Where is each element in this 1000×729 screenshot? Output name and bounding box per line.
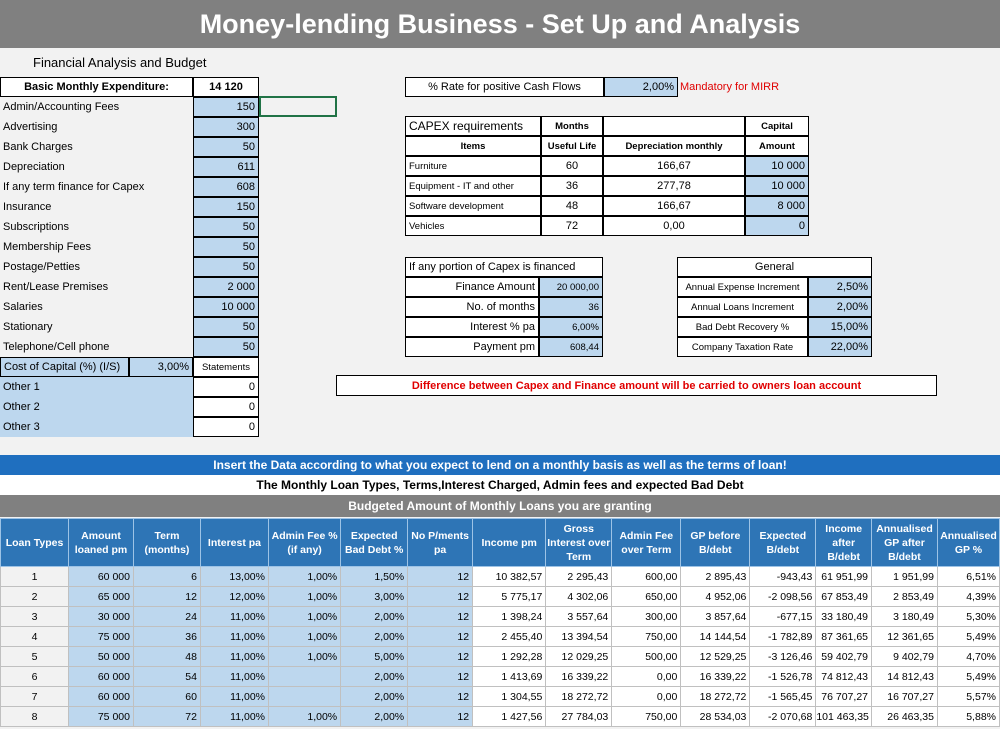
loans-col-header: Income pm [473, 519, 546, 567]
expense-input[interactable]: 611 [193, 157, 259, 177]
loan-cell: -1 526,78 [750, 667, 816, 687]
section-subtitle: Financial Analysis and Budget [33, 55, 207, 70]
loan-cell[interactable]: 2,00% [341, 707, 408, 727]
loan-cell: 61 951,99 [816, 567, 872, 587]
loan-cell[interactable]: 60 000 [69, 667, 134, 687]
loan-cell: 0,00 [612, 687, 681, 707]
loan-cell: 12 361,65 [872, 627, 938, 647]
capex-months-input[interactable]: 36 [541, 176, 603, 196]
capex-col-amount: Amount [745, 136, 809, 156]
expense-label: Admin/Accounting Fees [3, 101, 120, 113]
expense-label: Subscriptions [3, 221, 70, 233]
loan-cell: 1 951,99 [872, 567, 938, 587]
loan-cell: 750,00 [612, 707, 681, 727]
loan-cell[interactable]: 1,00% [269, 567, 341, 587]
loan-row [1, 627, 1000, 647]
loans-col-header: Gross Interest over Term [546, 519, 612, 567]
selected-cell-cursor[interactable] [259, 96, 337, 117]
loan-cell: 4,39% [937, 587, 999, 607]
finance-label: Interest % pa [405, 317, 539, 337]
capex-col-depreciation: Depreciation monthly [603, 136, 745, 156]
loan-cell: 1 427,56 [473, 707, 546, 727]
expense-input[interactable]: 50 [193, 137, 259, 157]
capex-amount-input[interactable]: 0 [745, 216, 809, 236]
loan-cell[interactable] [269, 667, 341, 687]
expense-label: Advertising [3, 121, 58, 133]
loan-cell: 1 398,24 [473, 607, 546, 627]
loan-cell[interactable]: 30 000 [69, 607, 134, 627]
loans-col-header: Admin Fee over Term [612, 519, 681, 567]
loans-col-header: Expected B/debt [750, 519, 816, 567]
loan-cell: -677,15 [750, 607, 816, 627]
loans-table [0, 518, 1000, 727]
loan-cell[interactable]: 12 [408, 627, 473, 647]
capex-amount-input[interactable]: 10 000 [745, 176, 809, 196]
loan-cell: 76 707,27 [816, 687, 872, 707]
loan-cell: 14 144,54 [681, 627, 750, 647]
other-expense-input[interactable]: 0 [193, 397, 259, 417]
loan-cell: 87 361,65 [816, 627, 872, 647]
loan-cell: 4 302,06 [546, 587, 612, 607]
expense-label: Membership Fees [3, 241, 92, 253]
budgeted-loans-banner: Budgeted Amount of Monthly Loans you are granting [0, 495, 1000, 517]
loan-cell: -2 098,56 [750, 587, 816, 607]
loans-col-header: No P/ments pa [408, 519, 473, 567]
other-expense-label[interactable]: Other 1 [0, 377, 193, 397]
expenses-header-label: Basic Monthly Expenditure: [0, 77, 193, 97]
loan-cell[interactable]: 2,00% [341, 627, 408, 647]
general-input[interactable]: 15,00% [808, 317, 872, 337]
expense-input[interactable]: 50 [193, 317, 259, 337]
other-expense-input[interactable]: 0 [193, 417, 259, 437]
loans-col-header: Annualised GP % [937, 519, 999, 567]
loan-cell: 5,30% [937, 607, 999, 627]
expense-input[interactable]: 10 000 [193, 297, 259, 317]
loan-cell: 5 775,17 [473, 587, 546, 607]
loan-cell: 28 534,03 [681, 707, 750, 727]
loan-row [1, 587, 1000, 607]
loans-col-header: Admin Fee % (if any) [269, 519, 341, 567]
loans-col-header: Annualised GP after B/debt [872, 519, 938, 567]
loan-cell: 12 029,25 [546, 647, 612, 667]
expense-label: Rent/Lease Premises [3, 281, 109, 293]
loan-cell[interactable]: 12,00% [200, 587, 268, 607]
loan-cell[interactable]: 12 [408, 587, 473, 607]
capex-col-useful-life: Useful Life [541, 136, 603, 156]
loan-cell: 16 707,27 [872, 687, 938, 707]
loans-col-header: Interest pa [200, 519, 268, 567]
loan-cell: 101 463,35 [816, 707, 872, 727]
loan-row [1, 607, 1000, 627]
loan-cell: -1 565,45 [750, 687, 816, 707]
finance-input[interactable]: 6,00% [539, 317, 603, 337]
loan-cell[interactable]: 50 000 [69, 647, 134, 667]
loan-cell: 12 529,25 [681, 647, 750, 667]
loan-cell: 1 304,55 [473, 687, 546, 707]
capex-item: Furniture [405, 156, 541, 176]
expense-input[interactable]: 50 [193, 337, 259, 357]
general-label: Company Taxation Rate [677, 337, 808, 357]
other-expense-label[interactable]: Other 3 [0, 417, 193, 437]
loan-row [1, 647, 1000, 667]
expense-input[interactable]: 50 [193, 237, 259, 257]
loan-cell[interactable]: 54 [133, 667, 200, 687]
capex-item: Equipment - IT and other [405, 176, 541, 196]
loan-cell[interactable]: 11,00% [200, 687, 268, 707]
loan-cell: -943,43 [750, 567, 816, 587]
loan-cell[interactable]: 60 000 [69, 567, 134, 587]
rate-note: Mandatory for MIRR [680, 81, 780, 93]
loan-cell[interactable]: 1,00% [269, 607, 341, 627]
loans-col-header: Loan Types [1, 519, 69, 567]
rate-input[interactable]: 2,00% [604, 77, 678, 97]
sheet-title: Money-lending Business - Set Up and Analysis [0, 0, 1000, 48]
loan-cell[interactable]: 60 000 [69, 687, 134, 707]
finance-input[interactable]: 20 000,00 [539, 277, 603, 297]
loan-cell[interactable]: 12 [408, 607, 473, 627]
loan-cell[interactable]: 12 [133, 587, 200, 607]
loan-row [1, 567, 1000, 587]
expense-input[interactable]: 50 [193, 217, 259, 237]
expense-label: Telephone/Cell phone [3, 341, 110, 353]
loan-cell[interactable]: 2,00% [341, 607, 408, 627]
loan-type-number: 4 [1, 627, 69, 647]
cost-of-capital-label: Cost of Capital (%) (I/S) [0, 357, 129, 377]
finance-title: If any portion of Capex is financed [405, 257, 603, 277]
loan-cell[interactable]: 12 [408, 687, 473, 707]
expense-label: Postage/Petties [3, 261, 81, 273]
loan-cell: 5,88% [937, 707, 999, 727]
general-label: Annual Expense Increment [677, 277, 808, 297]
loan-cell: 26 463,35 [872, 707, 938, 727]
rate-label: % Rate for positive Cash Flows [405, 77, 604, 97]
loan-cell: 5,49% [937, 667, 999, 687]
other-expense-label[interactable]: Other 2 [0, 397, 193, 417]
loan-cell: 18 272,72 [681, 687, 750, 707]
capex-depreciation: 277,78 [603, 176, 745, 196]
loan-cell: 1 292,28 [473, 647, 546, 667]
capex-months-input[interactable]: 60 [541, 156, 603, 176]
loan-cell: 16 339,22 [681, 667, 750, 687]
expense-input[interactable]: 300 [193, 117, 259, 137]
expense-label: Stationary [3, 321, 53, 333]
loans-header-row [1, 519, 1000, 567]
loan-cell: 10 382,57 [473, 567, 546, 587]
capex-amount-input[interactable]: 10 000 [745, 156, 809, 176]
loan-cell: -3 126,46 [750, 647, 816, 667]
capex-item: Software development [405, 196, 541, 216]
general-title: General [677, 257, 872, 277]
loan-cell: -1 782,89 [750, 627, 816, 647]
capex-col-capital: Capital [745, 116, 809, 136]
loan-type-number: 8 [1, 707, 69, 727]
loan-cell[interactable]: 65 000 [69, 587, 134, 607]
loan-cell[interactable]: 1,00% [269, 587, 341, 607]
capex-col-months: Months [541, 116, 603, 136]
loan-cell: 13 394,54 [546, 627, 612, 647]
loan-cell: 4 952,06 [681, 587, 750, 607]
loan-cell: 3 557,64 [546, 607, 612, 627]
capex-finance-note: Difference between Capex and Finance amount will be carried to owners loan account [336, 375, 937, 396]
loan-type-number: 2 [1, 587, 69, 607]
loan-type-number: 5 [1, 647, 69, 667]
loan-cell: 600,00 [612, 567, 681, 587]
other-expense-input[interactable]: 0 [193, 377, 259, 397]
loan-cell: 5,57% [937, 687, 999, 707]
loan-cell: 18 272,72 [546, 687, 612, 707]
loan-cell[interactable]: 2,00% [341, 687, 408, 707]
loan-cell: 5,49% [937, 627, 999, 647]
loan-types-banner: The Monthly Loan Types, Terms,Interest Charged, Admin fees and expected Bad Debt [0, 475, 1000, 495]
expense-input[interactable]: 150 [193, 197, 259, 217]
cost-of-capital-input[interactable]: 3,00% [129, 357, 193, 377]
capex-depreciation: 0,00 [603, 216, 745, 236]
loan-cell: 9 402,79 [872, 647, 938, 667]
loan-cell[interactable]: 75 000 [69, 707, 134, 727]
capex-amount-input[interactable]: 8 000 [745, 196, 809, 216]
loan-type-number: 7 [1, 687, 69, 707]
loan-cell: 4,70% [937, 647, 999, 667]
loan-cell: 3 857,64 [681, 607, 750, 627]
loan-cell[interactable]: 13,00% [200, 567, 268, 587]
loan-cell[interactable]: 11,00% [200, 647, 268, 667]
loan-cell[interactable]: 11,00% [200, 607, 268, 627]
capex-depreciation: 166,67 [603, 196, 745, 216]
loan-cell: 2 895,43 [681, 567, 750, 587]
loan-cell[interactable] [269, 687, 341, 707]
general-input[interactable]: 22,00% [808, 337, 872, 357]
loan-type-number: 1 [1, 567, 69, 587]
loans-col-header: Expected Bad Debt % [341, 519, 408, 567]
expense-label: If any term finance for Capex [3, 181, 145, 193]
loan-cell: 0,00 [612, 667, 681, 687]
loan-cell[interactable]: 11,00% [200, 707, 268, 727]
loan-cell[interactable]: 60 [133, 687, 200, 707]
expense-input[interactable]: 608 [193, 177, 259, 197]
loan-cell: -2 070,68 [750, 707, 816, 727]
loan-cell[interactable]: 1,00% [269, 647, 341, 667]
loan-cell[interactable]: 11,00% [200, 627, 268, 647]
finance-label: No. of months [405, 297, 539, 317]
general-label: Bad Debt Recovery % [677, 317, 808, 337]
loans-col-header: Income after B/debt [816, 519, 872, 567]
loan-cell: 14 812,43 [872, 667, 938, 687]
loan-cell[interactable]: 11,00% [200, 667, 268, 687]
general-label: Annual Loans Increment [677, 297, 808, 317]
loan-cell: 650,00 [612, 587, 681, 607]
loan-type-number: 3 [1, 607, 69, 627]
loan-cell: 500,00 [612, 647, 681, 667]
loans-col-header: Amount loaned pm [69, 519, 134, 567]
expense-input[interactable]: 50 [193, 257, 259, 277]
loan-cell: 16 339,22 [546, 667, 612, 687]
loan-row [1, 687, 1000, 707]
loan-cell: 33 180,49 [816, 607, 872, 627]
loan-type-number: 6 [1, 667, 69, 687]
expense-label: Insurance [3, 201, 52, 213]
finance-label: Payment pm [405, 337, 539, 357]
loan-cell: 300,00 [612, 607, 681, 627]
loan-cell: 74 812,43 [816, 667, 872, 687]
loan-cell: 750,00 [612, 627, 681, 647]
insert-data-banner: Insert the Data according to what you expect to lend on a monthly basis as well as the terms of loan! [0, 455, 1000, 475]
loan-cell[interactable]: 36 [133, 627, 200, 647]
loan-cell[interactable]: 12 [408, 707, 473, 727]
loan-cell[interactable]: 48 [133, 647, 200, 667]
expense-label: Depreciation [3, 161, 65, 173]
capex-months-input[interactable]: 72 [541, 216, 603, 236]
loan-cell[interactable]: 1,00% [269, 627, 341, 647]
loan-cell[interactable]: 12 [408, 647, 473, 667]
loan-cell: 67 853,49 [816, 587, 872, 607]
loan-row [1, 667, 1000, 687]
expense-input[interactable]: 150 [193, 97, 259, 117]
general-input[interactable]: 2,50% [808, 277, 872, 297]
capex-col-items: Items [405, 136, 541, 156]
loan-cell: 2 455,40 [473, 627, 546, 647]
loan-cell: 59 402,79 [816, 647, 872, 667]
capex-depreciation: 166,67 [603, 156, 745, 176]
loan-cell[interactable]: 2,00% [341, 667, 408, 687]
expense-label: Salaries [3, 301, 43, 313]
loan-cell[interactable]: 1,50% [341, 567, 408, 587]
loan-cell[interactable]: 6 [133, 567, 200, 587]
expense-input[interactable]: 2 000 [193, 277, 259, 297]
statements-label: Statements [193, 357, 259, 377]
loan-cell[interactable]: 3,00% [341, 587, 408, 607]
loan-cell[interactable]: 1,00% [269, 707, 341, 727]
finance-input[interactable]: 36 [539, 297, 603, 317]
loan-cell[interactable]: 75 000 [69, 627, 134, 647]
loan-cell: 2 853,49 [872, 587, 938, 607]
loan-cell: 3 180,49 [872, 607, 938, 627]
loans-col-header: GP before B/debt [681, 519, 750, 567]
loan-cell: 2 295,43 [546, 567, 612, 587]
loan-cell[interactable]: 12 [408, 667, 473, 687]
loan-cell: 27 784,03 [546, 707, 612, 727]
expense-label: Bank Charges [3, 141, 73, 153]
loan-cell: 1 413,69 [473, 667, 546, 687]
finance-label: Finance Amount [405, 277, 539, 297]
finance-input[interactable]: 608,44 [539, 337, 603, 357]
expenses-total: 14 120 [193, 77, 259, 97]
loan-cell[interactable]: 5,00% [341, 647, 408, 667]
capex-months-input[interactable]: 48 [541, 196, 603, 216]
loan-cell[interactable]: 12 [408, 567, 473, 587]
loan-cell[interactable]: 72 [133, 707, 200, 727]
loans-col-header: Term (months) [133, 519, 200, 567]
loan-cell: 6,51% [937, 567, 999, 587]
loan-cell[interactable]: 24 [133, 607, 200, 627]
loan-row [1, 707, 1000, 727]
capex-col-dep-blank [603, 116, 745, 136]
capex-item: Vehicles [405, 216, 541, 236]
capex-title: CAPEX requirements [405, 116, 541, 136]
general-input[interactable]: 2,00% [808, 297, 872, 317]
